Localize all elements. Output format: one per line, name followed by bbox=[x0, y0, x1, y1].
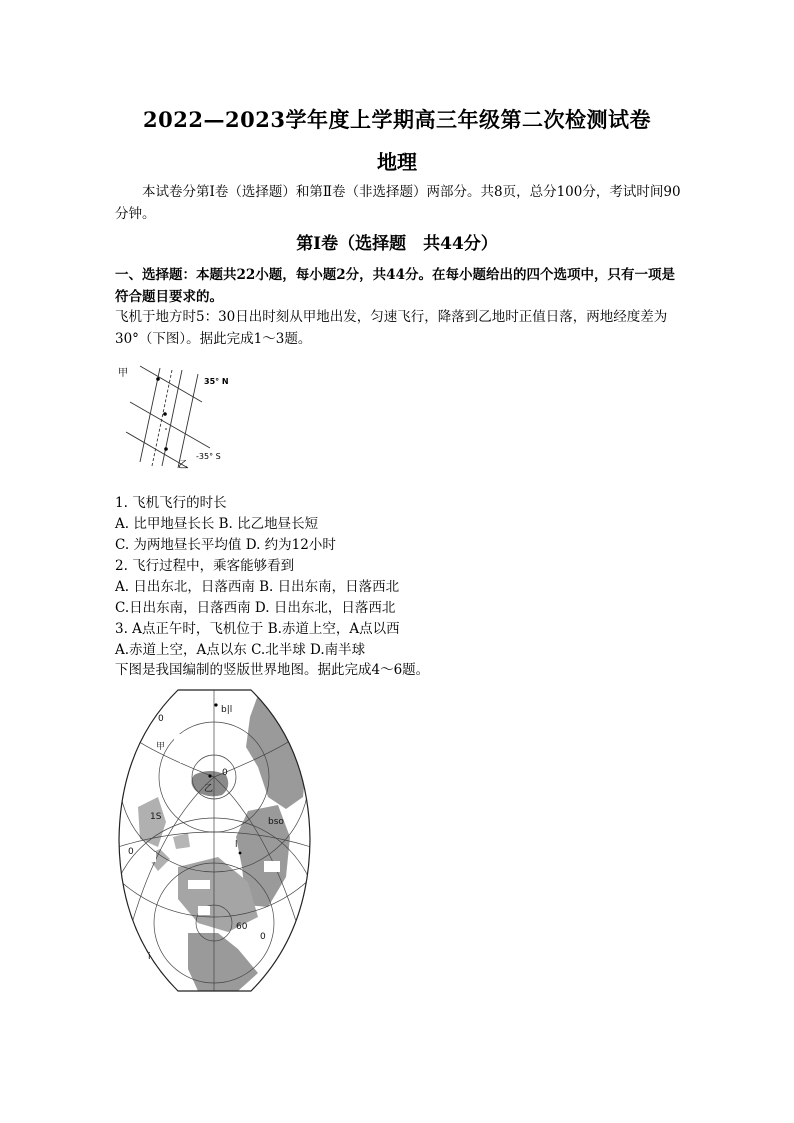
question-3-stem: 3. A点正午时，飞机位于 B.赤道上空，A点以西 bbox=[115, 621, 400, 637]
map-label-12: i bbox=[148, 952, 151, 962]
question-3-option-line-1: A.赤道上空，A点以东 C.北半球 D.南半球 bbox=[115, 642, 366, 658]
section-heading: 第Ⅰ卷（选择题 共44分） bbox=[296, 234, 498, 254]
map-label-10: 60 bbox=[236, 922, 248, 932]
exam-title: 2022—2023学年度上学期高三年级第二次检测试卷 bbox=[143, 107, 651, 132]
vertical-world-map bbox=[118, 687, 311, 994]
map-label-8: bso bbox=[268, 817, 284, 827]
question-1-stem: 1. 飞机飞行的时长 bbox=[115, 495, 227, 511]
figure1-lat-south: -35° S bbox=[196, 452, 221, 461]
flight-route-figure bbox=[118, 362, 238, 472]
map-label-2: 0 bbox=[158, 714, 164, 724]
question-2-option-line-1: A. 日出东北，日落西南 B. 日出东南，日落西北 bbox=[115, 579, 400, 595]
map-label-yi: 乙 bbox=[204, 784, 214, 794]
map-label-9: l bbox=[235, 840, 238, 850]
figure1-label-yi: 乙 bbox=[178, 460, 188, 471]
section-instruction: 一、选择题：本题共22小题，每小题2分，共44分。在每小题给出的四个选项中，只有一项是符合题目要求的。 bbox=[115, 267, 675, 305]
question-2-option-line-2: C.日出东南，日落西南 D. 日出东北，日落西北 bbox=[115, 600, 396, 616]
map-label-7: 0 bbox=[128, 847, 134, 857]
subject-title: 地理 bbox=[377, 150, 417, 174]
scenario-text-2: 下图是我国编制的竖版世界地图。据此完成4～6题。 bbox=[115, 662, 430, 678]
question-2-stem: 2. 飞行过程中，乘客能够看到 bbox=[115, 558, 295, 574]
map-label-1: b|l bbox=[221, 705, 233, 715]
map-label-jia: 甲 bbox=[156, 742, 166, 752]
figure1-lat-north: 35° N bbox=[204, 377, 229, 386]
figure1-label-jia: 甲 bbox=[118, 368, 128, 379]
map-label-6: 1S bbox=[150, 812, 162, 822]
map-label-5: 0 bbox=[222, 768, 228, 778]
question-1-option-line-2: C. 为两地昼长平均值 D. 约为12小时 bbox=[115, 537, 336, 553]
scenario-text-1: 飞机于地方时5：30日出时刻从甲地出发，匀速飞行，降落到乙地时正值日落，两地经度差为30°（下图）。据此完成1～3题。 bbox=[115, 309, 668, 347]
map-label-11: 0 bbox=[260, 932, 266, 942]
question-1-option-line-1: A. 比甲地昼长长 B. 比乙地昼长短 bbox=[115, 516, 319, 532]
exam-intro: 本试卷分第Ⅰ卷（选择题）和第Ⅱ卷（非选择题）两部分。共8页，总分100分，考试时间90分钟。 bbox=[115, 184, 681, 222]
